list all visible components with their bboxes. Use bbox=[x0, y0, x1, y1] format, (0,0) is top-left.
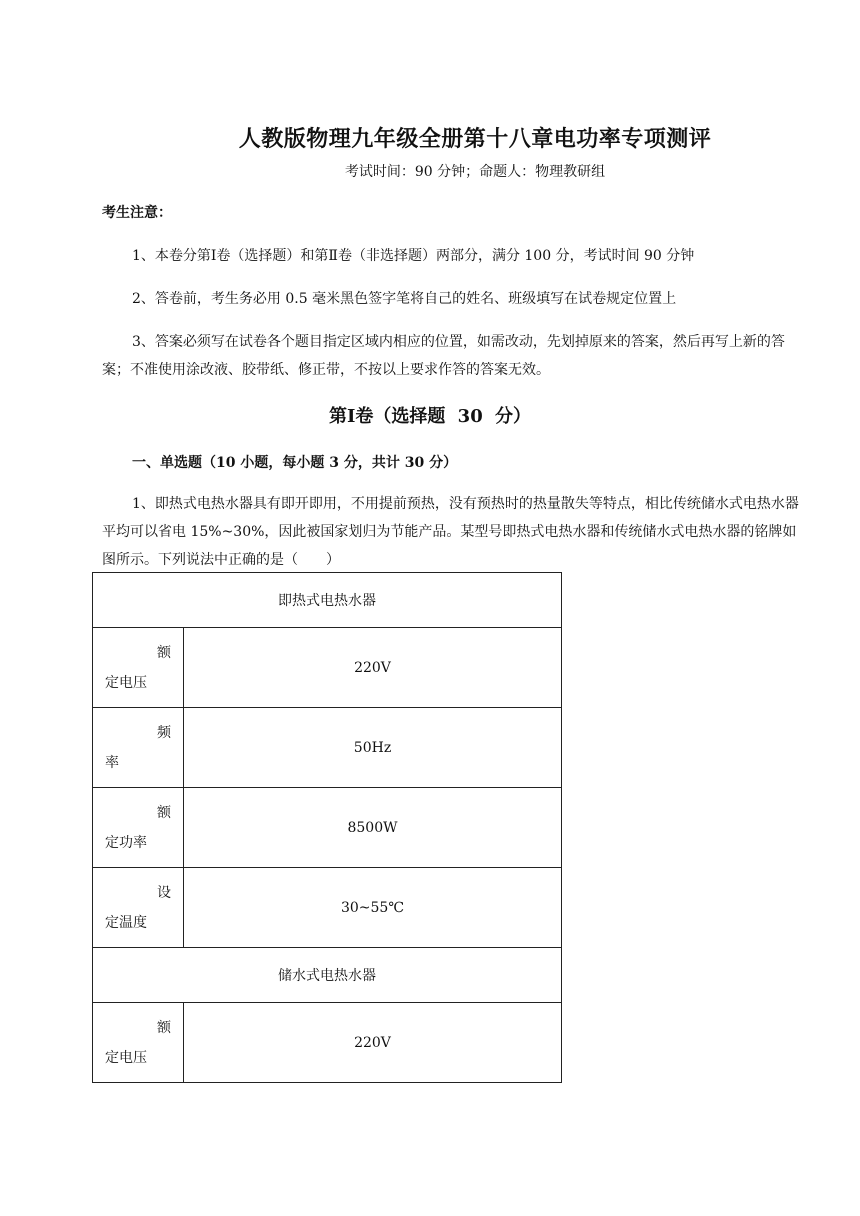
nameplate-table bbox=[92, 572, 562, 1083]
instant-heater-header: 即热式电热水器 bbox=[93, 573, 562, 628]
row-label-part: 定电压 bbox=[105, 674, 147, 691]
row-label bbox=[93, 868, 184, 948]
row-label-part: 额 bbox=[157, 804, 171, 821]
row-label-part: 定功率 bbox=[105, 834, 147, 851]
row-label-part: 频 bbox=[157, 724, 171, 741]
table-row bbox=[93, 708, 562, 788]
row-value: 50Hz bbox=[184, 708, 562, 788]
exam-title: 人教版物理九年级全册第十八章电功率专项测评 bbox=[238, 126, 712, 152]
table-row bbox=[93, 573, 562, 628]
row-label bbox=[93, 628, 184, 708]
row-label-part: 额 bbox=[157, 644, 171, 661]
table-row bbox=[93, 628, 562, 708]
row-value: 30~55℃ bbox=[184, 868, 562, 948]
notice-item-2: 2、答卷前，考生务必用 0.5 毫米黑色签字笔将自己的姓名、班级填写在试卷规定位置上 bbox=[132, 291, 677, 307]
question-1-text: 1、即热式电热水器具有即开即用，不用提前预热，没有预热时的热量散失等特点，相比传统储水式电热水器平均可以省电 15%~30%，因此被国家划归为节能产品。某型号即热式电热水器和传统储水式电热水器的铭牌如图所示。下列说法中正确的是（ ） bbox=[102, 496, 799, 568]
exam-subtitle: 考试时间：90 分钟；命题人：物理教研组 bbox=[344, 164, 606, 180]
row-label-part: 定温度 bbox=[105, 914, 147, 931]
row-label bbox=[93, 708, 184, 788]
row-value: 220V bbox=[184, 1003, 562, 1083]
table-row bbox=[93, 948, 562, 1003]
row-label-part: 额 bbox=[157, 1019, 171, 1036]
storage-heater-header: 储水式电热水器 bbox=[93, 948, 562, 1003]
row-value: 220V bbox=[184, 628, 562, 708]
row-label bbox=[93, 788, 184, 868]
row-label-part: 设 bbox=[157, 884, 171, 901]
row-label-part: 定电压 bbox=[105, 1049, 147, 1066]
part-heading: 一、单选题（10 小题，每小题 3 分，共计 30 分） bbox=[132, 455, 458, 471]
row-label bbox=[93, 1003, 184, 1083]
table-row bbox=[93, 868, 562, 948]
notice-item-1: 1、本卷分第Ⅰ卷（选择题）和第Ⅱ卷（非选择题）两部分，满分 100 分，考试时间 90 分钟 bbox=[132, 248, 695, 264]
table-row bbox=[93, 788, 562, 868]
notice-heading: 考生注意： bbox=[102, 205, 172, 221]
row-label-part: 率 bbox=[105, 754, 119, 771]
section-title: 第Ⅰ卷（选择题 30 分） bbox=[328, 406, 531, 427]
table-row bbox=[93, 1003, 562, 1083]
notice-item-3: 3、答案必须写在试卷各个题目指定区域内相应的位置，如需改动，先划掉原来的答案，然后再写上新的答案；不准使用涂改液、胶带纸、修正带，不按以上要求作答的答案无效。 bbox=[102, 334, 785, 378]
row-value: 8500W bbox=[184, 788, 562, 868]
